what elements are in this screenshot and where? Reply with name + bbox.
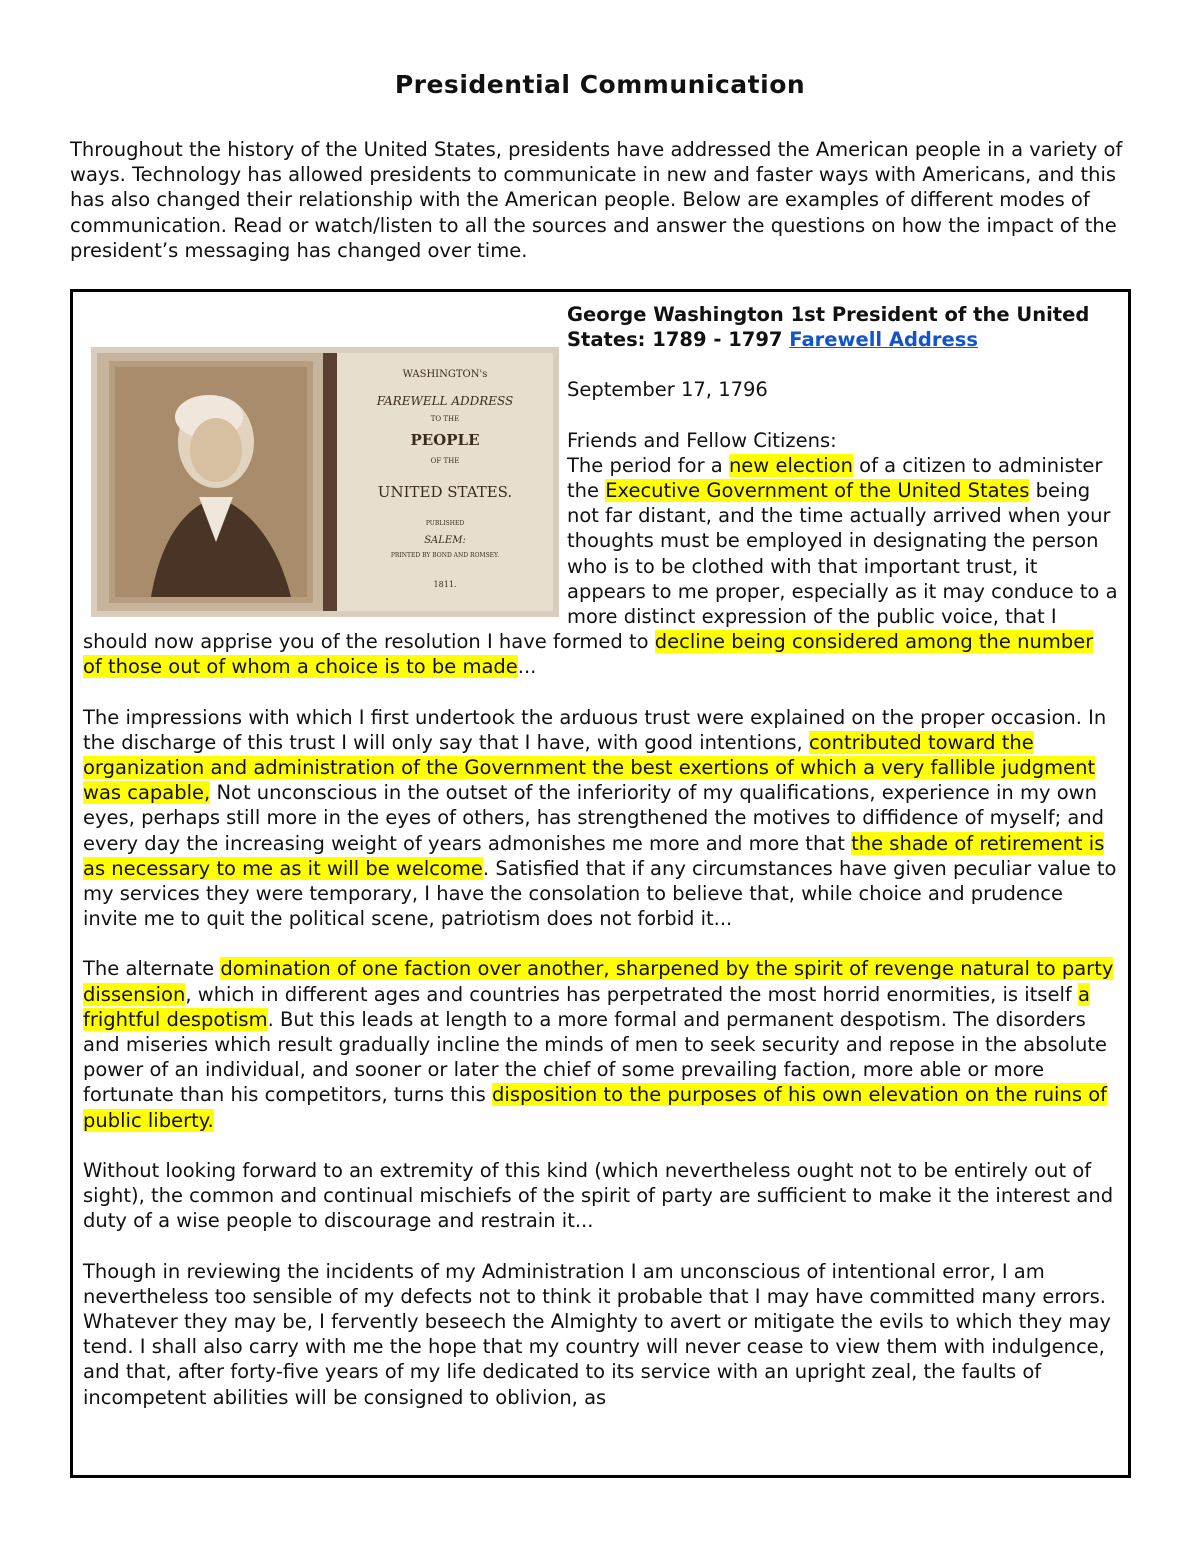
title-line-4: PEOPLE (410, 431, 480, 449)
paragraph-3 (83, 956, 1118, 1132)
p3-text-e: . But this leads at length to a more formal and permanent despotism. The disorders and miseries which result gradually incline the minds of men to seek security and repose in the absolute power of an individual, and sooner or later the chief of some prevailing faction, more able or more fortunate than his competitors, turns this (83, 1007, 1107, 1107)
p2-text-e: . Satisfied that if any circumstances have given peculiar value to my services they were temporary, I have the consolation to believe that, while choice and prudence invite me to quit the political scene, patriotism does not forbid it... (83, 856, 1117, 931)
p2-highlight-b: contributed toward the organization and administration of the Government the best exertions of which a very fallible judgment was capable, (83, 730, 1096, 805)
p1-text-e: being not far distant, and the time actually arrived when your thoughts must be employed in designating the person who is to be clothed with that important trust, it appears to me proper, especially as it may conduce to a more distinct expression of the public voice, that I should now apprise you of the resolution I have formed to (83, 479, 1118, 654)
p2-highlight-d: the shade of retirement is as necessary to me as it will be welcome (83, 831, 1105, 880)
p3-text-c: , which in different ages and countries has perpetrated the most horrid enormities, is itself (185, 982, 1078, 1006)
page-title: Presidential Communication (394, 70, 806, 99)
p1-text-c: of a citizen to administer the (567, 453, 1103, 503)
paragraph-5: Though in reviewing the incidents of my Administration I am unconscious of intentional error, I am nevertheless too sensible of my defects not to think it probable that I may have committed many errors. Whatever they may be, I fervently beseech the Almighty to avert or mitigate the evils to which they may tend. I shall also carry with me the hope that my country will never cease to view them with indulgence, and that, after forty-five years of my life dedicated to its service with an upright zeal, the faults of incompetent abilities will be consigned to oblivion, as (83, 1259, 1111, 1409)
intro-paragraph: Throughout the history of the United States, presidents have addressed the American people in a variety of ways. Technology has allowed presidents to communicate in new and faster ways with Americans, and this has also changed their relationship with the American people. Below are examples of different modes of communication. Read or watch/listen to all the sources and answer the questions on how the impact of the president’s messaging has changed over time. (70, 138, 1123, 262)
title-line-5: OF THE (430, 457, 460, 465)
p2-text-a: The impressions with which I first undertook the arduous trust were explained on the proper occasion. In the discharge of this trust I will only say that I have, with good intentions, (83, 705, 1107, 754)
source-content (83, 302, 1118, 1435)
book-illustration (91, 347, 559, 617)
p1-text-g: ... (517, 655, 537, 679)
salutation: Friends and Fellow Citizens: (567, 428, 837, 452)
farewell-address-link[interactable]: Farewell Address (789, 328, 978, 352)
title-line-10: 1811. (433, 580, 457, 589)
source-date: September 17, 1796 (567, 378, 768, 402)
p3-highlight-b: domination of one faction over another, sharpened by the spirit of revenge natural to party dissension (83, 957, 1114, 1006)
source-box (70, 289, 1131, 1478)
p1-highlight-b: new election (728, 453, 853, 477)
title-line-3: TO THE (430, 415, 460, 423)
title-line-7: PUBLISHED (425, 520, 465, 527)
title-line-1: WASHINGTON's (402, 369, 488, 380)
title-line-2: FAREWELL ADDRESS (376, 394, 514, 408)
title-line-6: UNITED STATES. (377, 483, 513, 501)
p2-text-c: Not unconscious in the outset of the inferiority of my qualifications, experience in my own eyes, perhaps still more in the eyes of others, has strengthened the motives to diffidence of myself; and every day the increasing weight of years admonishes me more and more that (83, 781, 1105, 855)
paragraph-4: Without looking forward to an extremity of this kind (which nevertheless ought not to be entirely out of sight), the common and continual mischiefs of the spirit of party are sufficient to make it the interest and duty of a wise people to discourage and restrain it... (83, 1158, 1114, 1233)
source-heading-text: George Washington 1st President of the United States: 1789 - 1797 (567, 303, 1090, 352)
title-line-9: PRINTED BY BOND AND ROMSEY. (390, 552, 500, 559)
p1-text-a: The period for a (567, 453, 729, 477)
title-line-8: SALEM: (424, 535, 466, 546)
farewell-address-book-image (83, 302, 561, 627)
p3-text-a: The alternate (83, 957, 221, 981)
p1-highlight-d: Executive Government of the United States (605, 479, 1030, 503)
p3-highlight-f: disposition to the purposes of his own elevation on the ruins of public liberty. (83, 1083, 1107, 1132)
paragraph-2 (83, 705, 1118, 932)
p1-highlight-f: decline being considered among the number of those out of whom a choice is to be made (83, 630, 1094, 679)
p3-highlight-d: a frightful despotism (83, 982, 1090, 1031)
